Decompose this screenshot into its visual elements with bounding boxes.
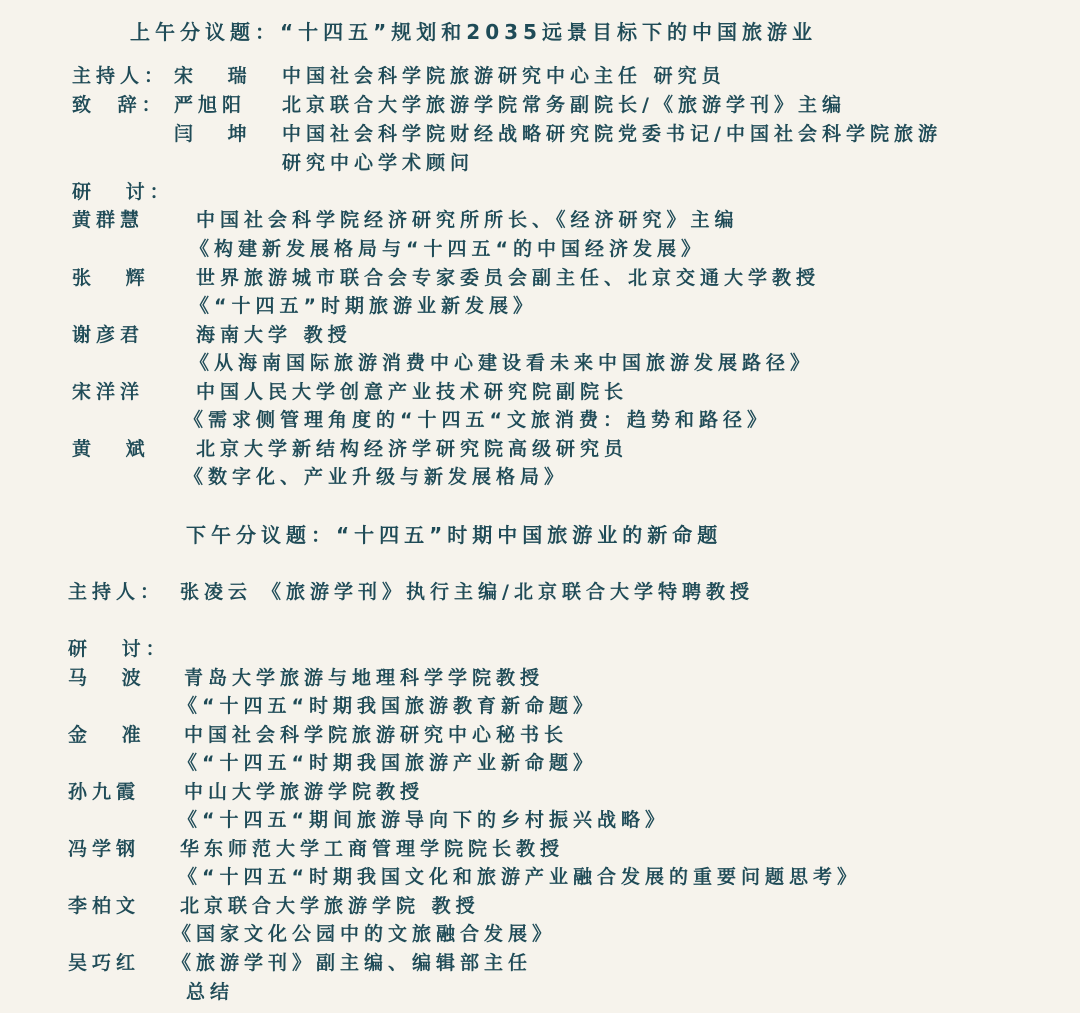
panelist-topic: 《“十四五“时期我国旅游产业新命题》 (178, 752, 597, 774)
afternoon-discussion-label: 研 讨： (68, 638, 170, 660)
panelist-name: 宋洋洋 (72, 381, 145, 403)
afternoon-session-title: 下午分议题：“十四五”时期中国旅游业的新命题 (186, 523, 723, 547)
speaker-name: 闫 坤 (174, 123, 252, 145)
panelist-name: 张 辉 (72, 267, 150, 289)
speaker-name: 严旭阳 (174, 94, 247, 116)
panelist-role: 华东师范大学工商管理学院院长教授 (180, 838, 565, 860)
panelist-topic: 《“十四五“时期我国旅游教育新命题》 (178, 695, 597, 717)
panelist-name: 马 波 (68, 667, 146, 689)
opening-speech-label: 致 辞： (72, 94, 166, 116)
panelist-name: 黄 斌 (72, 438, 150, 460)
speaker-role: 北京联合大学旅游学院常务副院长/《旅游学刊》主编 (282, 94, 846, 116)
panelist-role: 北京大学新结构经济学研究院高级研究员 (196, 438, 629, 460)
morning-host-name: 宋 瑞 (174, 65, 252, 87)
panelist-name: 黄群慧 (72, 209, 145, 231)
panelist-role: 世界旅游城市联合会专家委员会副主任、北京交通大学教授 (196, 267, 821, 289)
panelist-role: 中国社会科学院旅游研究中心秘书长 (184, 724, 569, 746)
panelist-role: 北京联合大学旅游学院 教授 (180, 895, 480, 917)
panelist-name: 吴巧红 (68, 952, 141, 974)
speaker-role-continued: 研究中心学术顾问 (282, 152, 475, 174)
panelist-role: 中国人民大学创意产业技术研究院副院长 (196, 381, 629, 403)
panelist-topic: 《“十四五“时期我国文化和旅游产业融合发展的重要问题思考》 (178, 866, 861, 888)
panelist-name: 李柏文 (68, 895, 141, 917)
speaker-role: 中国社会科学院财经战略研究院党委书记/中国社会科学院旅游 (282, 123, 942, 145)
panelist-name: 孙九霞 (68, 781, 141, 803)
panelist-topic: 《数字化、产业升级与新发展格局》 (184, 466, 569, 488)
closing-remarks: 总结 (186, 981, 235, 1003)
morning-host-label: 主持人： (72, 65, 169, 87)
panelist-role: 中山大学旅游学院教授 (184, 781, 425, 803)
panelist-role: 中国社会科学院经济研究所所长、《经济研究》主编 (196, 209, 739, 231)
afternoon-host-name: 张凌云 (180, 581, 253, 603)
morning-host-role: 中国社会科学院旅游研究中心主任 研究员 (282, 65, 726, 87)
panelist-role: 青岛大学旅游与地理科学学院教授 (184, 667, 545, 689)
panelist-topic: 《“十四五”时期旅游业新发展》 (190, 295, 537, 317)
panelist-topic: 《“十四五“期间旅游导向下的乡村振兴战略》 (178, 809, 669, 831)
panelist-topic: 《需求侧管理角度的“十四五“文旅消费：趋势和路径》 (184, 409, 771, 431)
afternoon-host-label: 主持人： (68, 581, 165, 603)
afternoon-host-role: 《旅游学刊》执行主编/北京联合大学特聘教授 (262, 581, 754, 603)
panelist-topic: 《国家文化公园中的文旅融合发展》 (172, 923, 557, 945)
panelist-role: 《旅游学刊》副主编、编辑部主任 (172, 952, 533, 974)
panelist-name: 谢彦君 (72, 324, 145, 346)
morning-session-title: 上午分议题：“十四五”规划和2035远景目标下的中国旅游业 (130, 20, 817, 44)
panelist-role: 海南大学 教授 (196, 324, 352, 346)
panelist-topic: 《从海南国际旅游消费中心建设看未来中国旅游发展路径》 (190, 352, 815, 374)
panelist-topic: 《构建新发展格局与“十四五“的中国经济发展》 (190, 238, 705, 260)
panelist-name: 金 准 (68, 724, 146, 746)
panelist-name: 冯学钢 (68, 838, 141, 860)
morning-discussion-label: 研 讨： (72, 181, 174, 203)
